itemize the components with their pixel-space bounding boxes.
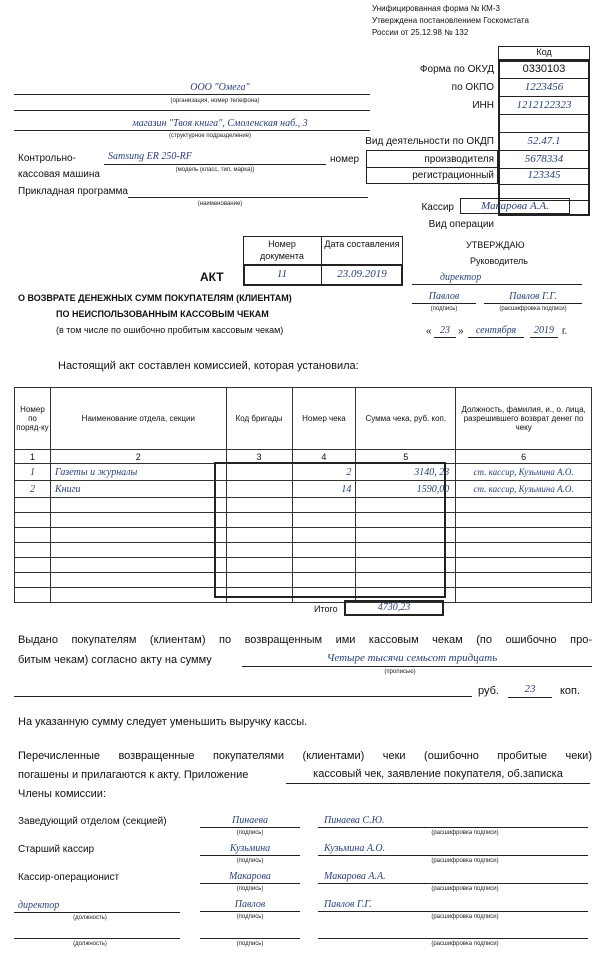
row-person: ст. кассир, Кузьмина А.О. [456, 464, 592, 481]
act-date: 23.09.2019 [337, 268, 387, 280]
inn-label: ИНН [472, 100, 494, 111]
inn-value: 1212122323 [516, 99, 572, 111]
form-header-line2: Утверждена постановлением Госкомстата [372, 16, 529, 25]
vid-op-label: Вид операции [428, 219, 494, 230]
kassir-label: Кассир [421, 202, 454, 213]
approve-name: Павлов Г.Г. [509, 291, 557, 302]
appendix: кассовый чек, заявление покупателя, об.записка [313, 768, 563, 780]
row-check-num: 14 [292, 481, 356, 498]
approve-year-suffix: г. [562, 326, 568, 337]
issued-line1: Выдано покупателям (клиентам) по возвращенным ими кассовым чекам (по ошибочно про- [18, 634, 592, 646]
okpo-value: 1223456 [524, 81, 564, 93]
sig-decode-caption-4: (расшифровка подписи) [431, 914, 499, 920]
approve-year: 2019 [534, 325, 554, 336]
row-sum: 3140, 23 [356, 464, 456, 481]
approve-sign: Павлов [428, 291, 460, 302]
sig-decode-caption-2: (расшифровка подписи) [431, 858, 499, 864]
form-header-line3: России от 25.12.98 № 132 [372, 28, 469, 37]
sig-sign-caption-4: (подпись) [236, 914, 264, 920]
sig-role-2: Старший кассир [18, 844, 95, 855]
sig-sign-caption-1: (подпись) [236, 830, 264, 836]
okdp-value: 52.47.1 [527, 135, 561, 147]
row-dept: Книги [50, 481, 226, 498]
approve-month: сентября [475, 325, 517, 336]
issued-line2: битым чекам) согласно акту на сумму [18, 654, 212, 666]
row-num: 2 [15, 481, 51, 498]
col-num-2: 2 [50, 450, 226, 464]
approve-name-caption: (расшифровка подписи) [499, 306, 567, 312]
row-sum: 1590,00 [356, 481, 456, 498]
sig-sign-3: Макарова [229, 871, 271, 882]
act-number: 11 [276, 268, 288, 280]
reg-value: 123345 [527, 169, 561, 181]
sig-name-2: Кузьмина А.О. [324, 843, 386, 854]
okdp-label: Вид деятельности по ОКДП [365, 136, 494, 147]
col-num-6: 6 [456, 450, 592, 464]
approve-day: 23 [440, 325, 450, 336]
approve-quote-open: « [426, 326, 432, 337]
sig-sign-1: Пинаева [232, 815, 268, 826]
col-num-5: 5 [356, 450, 456, 464]
words-caption: (прописью) [384, 669, 416, 675]
rub-label: руб. [478, 685, 499, 697]
reg-label: регистрационный [412, 170, 494, 181]
doc-num-header: Номер документа [260, 239, 304, 261]
attached-line2: погашены и прилагаются к акту. Приложение [18, 769, 249, 781]
approve-position: директор [440, 272, 482, 283]
sig-role-3: Кассир-операционист [18, 872, 120, 883]
nomer-label: номер [330, 154, 360, 165]
form-header-line1: Унифицированная форма № КМ-3 [372, 4, 500, 13]
approve-quote-close: » [458, 326, 464, 337]
sig-role-4: директор [18, 900, 60, 911]
kkm-label2: кассовая машина [18, 169, 100, 180]
kkm-model: Samsung ER 250-RF [108, 151, 192, 162]
program-label: Прикладная программа [18, 186, 128, 197]
reduce-text: На указанную сумму следует уменьшить выручку кассы. [18, 716, 308, 728]
proizv-value: 5678334 [524, 153, 564, 165]
col-num-4: 4 [292, 450, 356, 464]
okud-value: 0330103 [522, 63, 566, 75]
org-name: ООО "Омега" [190, 82, 250, 93]
kassir-value: Макарова А.А. [481, 200, 549, 212]
row-num: 1 [15, 464, 51, 481]
th-brigade: Код бригады [226, 388, 292, 450]
members-label: Члены комиссии: [18, 788, 107, 800]
sig-sign-caption-3: (подпись) [236, 886, 264, 892]
okpo-label: по ОКПО [451, 82, 494, 93]
sig-sign-caption-5: (подпись) [236, 941, 264, 947]
col-num-3: 3 [226, 450, 292, 464]
kop-value: 23 [524, 683, 536, 695]
th-num: Номер по поряд-ку [15, 388, 51, 450]
th-sum: Сумма чека, руб. коп. [356, 388, 456, 450]
row-person: ст. кассир, Кузьмина А.О. [456, 481, 592, 498]
program-caption: (наименование) [197, 201, 243, 207]
sig-name-4: Павлов Г.Г. [324, 899, 372, 910]
doc-date-header: Дата составления [324, 239, 400, 249]
proizv-label: производителя [424, 154, 494, 165]
sig-role-1: Заведующий отделом (секцией) [18, 816, 167, 827]
th-person: Должность, фамилия, и., о. лица, разрешившего возврат денег по чеку [456, 388, 592, 450]
org-caption: (организация, номер телефона) [170, 98, 260, 104]
act-title1: О ВОЗВРАТЕ ДЕНЕЖНЫХ СУММ ПОКУПАТЕЛЯМ (КЛИЕНТАМ) [18, 293, 292, 303]
row-dept: Газеты и журналы [50, 464, 226, 481]
col-num-1: 1 [15, 450, 51, 464]
commission-text: Настоящий акт составлен комиссией, которая установила: [58, 360, 359, 372]
sig-sign-caption-2: (подпись) [236, 858, 264, 864]
sig-position-caption-5: (должность) [73, 941, 107, 947]
kod-label: Код [536, 47, 552, 57]
sum-words: Четыре тысячи семьсот тридцать [326, 652, 498, 664]
th-check-num: Номер чека [292, 388, 356, 450]
act-title2: ПО НЕИСПОЛЬЗОВАННЫМ КАССОВЫМ ЧЕКАМ [56, 309, 269, 319]
sig-decode-caption-1: (расшифровка подписи) [431, 830, 499, 836]
utverzhdayu: УТВЕРЖДАЮ [466, 240, 525, 250]
total-value: 4730,23 [377, 602, 411, 613]
sig-decode-caption-5: (расшифровка подписи) [431, 941, 499, 947]
attached-line1: Перечисленные возвращенные покупателями (клиентами) чеки (ошибочно пробитые чеки) [18, 750, 592, 762]
row-check-num: 2 [292, 464, 356, 481]
sig-name-1: Пинаева С.Ю. [324, 815, 385, 826]
th-dept: Наименование отдела, секции [50, 388, 226, 450]
sig-decode-caption-3: (расшифровка подписи) [431, 886, 499, 892]
rukovoditel: Руководитель [470, 256, 528, 266]
okud-label: Форма по ОКУД [419, 64, 494, 75]
division: магазин "Твоя книга", Смоленская наб., 3 [132, 118, 308, 129]
kkm-caption: (модель (класс, тип, марка)) [175, 167, 255, 173]
sig-sign-2: Кузьмина [229, 843, 271, 854]
act-title3: (в том числе по ошибочно пробитым кассовым чекам) [56, 325, 284, 335]
kop-label: коп. [560, 685, 581, 697]
sig-name-3: Макарова А.А. [324, 871, 386, 882]
division-caption: (структурное подразделение) [168, 133, 252, 139]
akt-label: АКТ [200, 270, 224, 284]
total-label: Итого [314, 604, 338, 614]
approve-sign-caption: (подпись) [430, 306, 458, 312]
sig-sign-4: Павлов [234, 899, 266, 910]
sig-position-caption-4: (должность) [73, 915, 107, 921]
kkm-label1: Контрольно- [18, 153, 76, 164]
